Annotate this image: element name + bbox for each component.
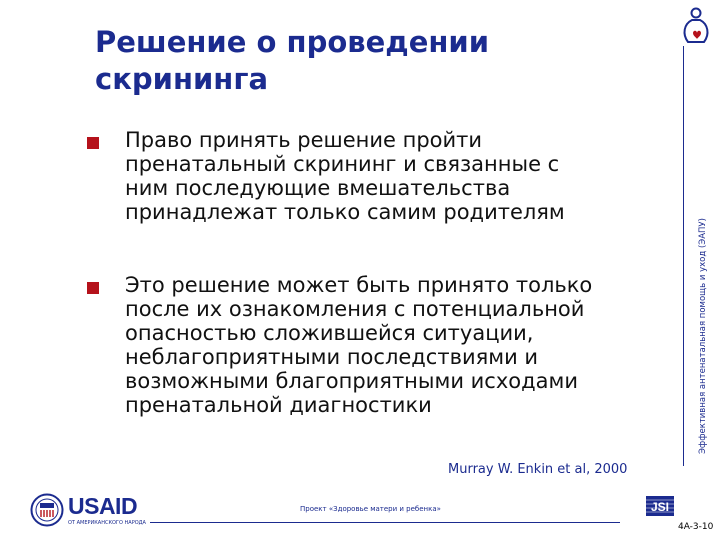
usaid-seal-icon [30,493,64,527]
slide-number: 4A-3-10 [678,522,714,532]
bullet-text: Это решение может быть принято только после их ознакомления с потенциальной опасностью сложившейся ситуации, неблагоприятными последствиями и возможными благоприятными исходами пренатальной диагностики [125,273,593,417]
slide-title: Решение о проведении скрининга [95,25,490,96]
jsi-logo [646,496,674,516]
project-name: Проект «Здоровье матери и ребенка» [300,505,441,513]
side-caption: Эффективная антенатальная помощь и уход (ЭАПУ) [698,218,708,454]
bullet-square-icon [87,282,99,294]
bullet-item [87,273,662,417]
bullet-text: Право принять решение пройти пренатальный скрининг и связанные с ним последующие вмешательства принадлежат только самим родителям [125,128,565,224]
bullet-item [87,128,662,224]
usaid-subtitle: ОТ АМЕРИКАНСКОГО НАРОДА [68,520,146,526]
bullet-square-icon [87,137,99,149]
footer-divider [150,522,620,523]
usaid-wordmark: USAID [68,493,138,519]
usaid-logo [30,493,152,529]
vertical-divider [683,46,684,466]
mother-child-logo-icon [676,6,716,48]
jsi-wordmark: JSI [650,500,670,514]
citation: Murray W. Enkin et al, 2000 [448,462,628,477]
